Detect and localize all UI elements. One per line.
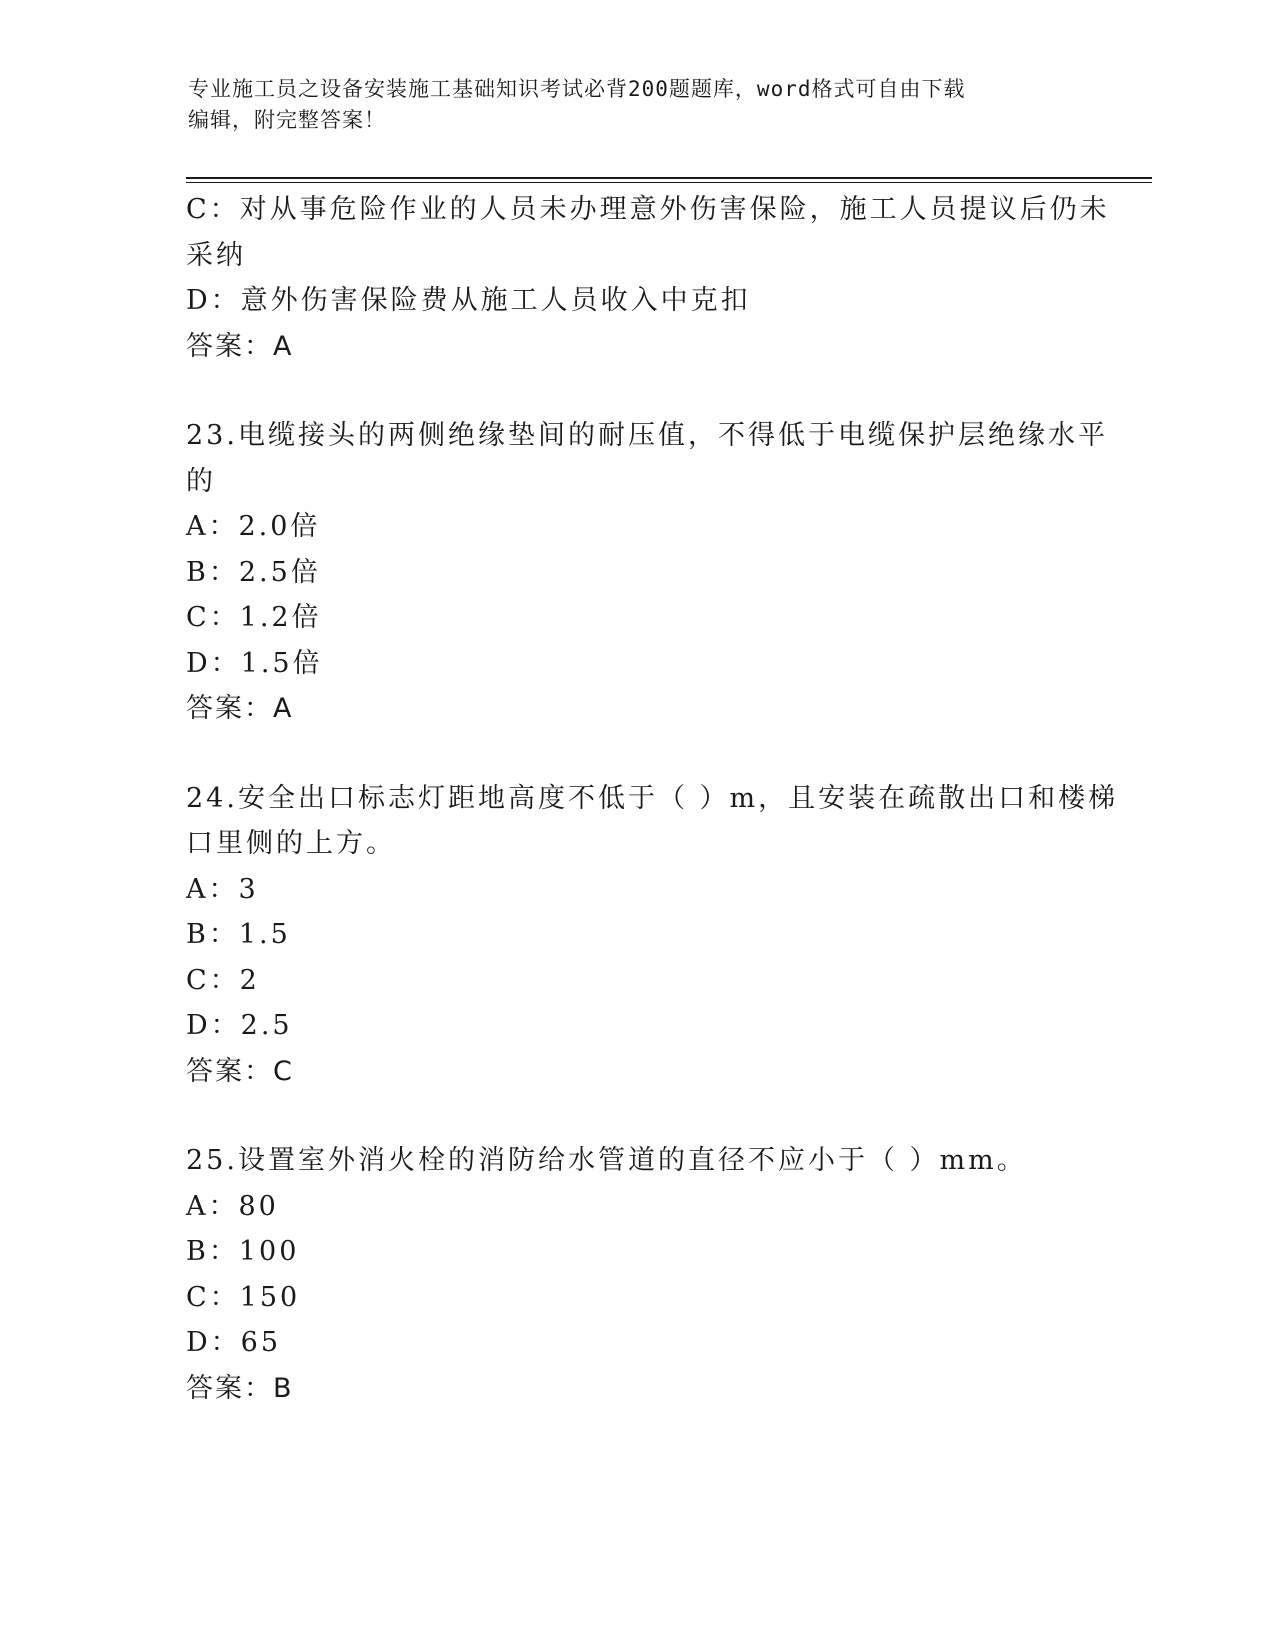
option-d: D：2.5: [186, 1010, 293, 1041]
option-b: B：1.5: [186, 919, 291, 950]
option-c-line-1: C：对从事危险作业的人员未办理意外伤害保险，施工人员提议后仍未: [186, 194, 1110, 225]
option-d: D：意外伤害保险费从施工人员收入中克扣: [186, 285, 751, 316]
option-a: A：3: [186, 873, 259, 905]
option-d: D：65: [186, 1327, 282, 1358]
document-header: [188, 74, 1068, 136]
question-22-partial: [186, 187, 1110, 369]
spacer: [186, 369, 1086, 413]
question-stem-line-1: 25.设置室外消火栓的消防给水管道的直径不应小于（ ）mm。: [186, 1145, 1027, 1176]
spacer: [186, 1094, 1086, 1138]
question-list: [186, 187, 1119, 1411]
question-stem-line-1: 23.电缆接头的两侧绝缘垫间的耐压值，不得低于电缆保护层绝缘水平: [186, 420, 1108, 451]
answer-line: 答案：C: [186, 1055, 294, 1087]
option-c: C：150: [186, 1281, 301, 1313]
answer-line: 答案：A: [186, 330, 294, 362]
option-a: A：2.0倍: [186, 511, 321, 542]
question-stem-line-1: 24.安全出口标志灯距地高度不低于（ ）m，且安装在疏散出口和楼梯: [186, 782, 1119, 814]
header-title-line-2: 编辑，附完整答案！: [188, 108, 386, 132]
answer-line: 答案：B: [186, 1372, 294, 1404]
option-a: A：80: [186, 1190, 279, 1222]
question-25: [186, 1138, 1086, 1411]
header-title-line-1: 专业施工员之设备安装施工基础知识考试必背200题题库，word格式可自由下载: [188, 77, 966, 101]
question-stem-line-2: 的: [186, 465, 216, 497]
header-divider-thin: [186, 182, 1152, 183]
question-24: [186, 776, 1119, 1095]
question-stem-line-2: 口里侧的上方。: [186, 828, 396, 859]
option-c: C：2: [186, 964, 260, 996]
answer-line: 答案：A: [186, 693, 294, 724]
question-23: [186, 413, 1108, 732]
option-b: B：100: [186, 1236, 300, 1267]
spacer: [186, 732, 1086, 776]
option-c: C：1.2倍: [186, 602, 322, 633]
option-c-line-2: 采纳: [186, 239, 246, 271]
option-d: D：1.5倍: [186, 647, 323, 679]
option-b: B：2.5倍: [186, 556, 321, 588]
header-divider-thick: [186, 177, 1152, 179]
